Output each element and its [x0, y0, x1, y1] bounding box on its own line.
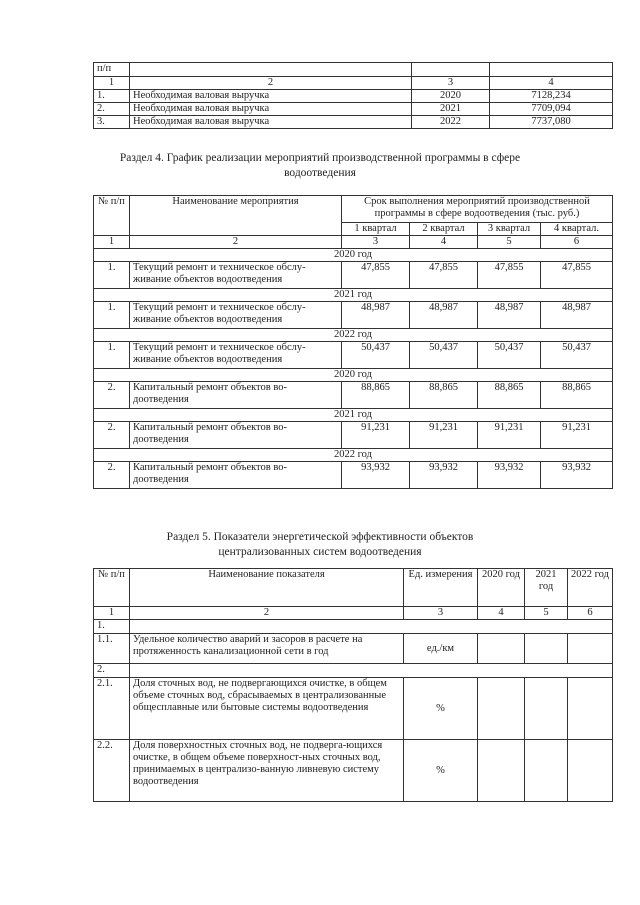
col-number: 1 — [94, 77, 130, 90]
table-row: 1. Текущий ремонт и техническое обслу-живание объектов водоотведения 47,855 47,855 47,855 47,855 — [94, 262, 613, 289]
section5-title: Раздел 5. Показатели энергетической эффективности объектов централизованных систем водоотведения — [166, 531, 474, 558]
table-row: 2.2. Доля поверхностных сточных вод, не подверга-ющихся очистке, в общем объеме поверхност-ных сточных вод, принимаемых в централизо-ванную ливневую систему водоотведения % — [94, 740, 613, 802]
head-no: № п/п — [94, 569, 130, 607]
quarter-label: 3 квартал — [478, 223, 541, 236]
table-row: 1. Необходимая валовая выручка 2020 7128,234 — [94, 90, 613, 103]
table-row: 1. — [94, 620, 613, 634]
table-row: 2. Капитальный ремонт объектов во-доотведения 88,865 88,865 88,865 88,865 — [94, 382, 613, 409]
head-year: 2020 год — [478, 569, 525, 607]
table-row: 2. Необходимая валовая выручка 2021 7709,094 — [94, 103, 613, 116]
col-number: 2 — [130, 77, 412, 90]
table-row: 1.1. Удельное количество аварий и засоров в расчете на протяженность канализационной сети в год ед./км — [94, 634, 613, 664]
head-period: Срок выполнения мероприятий производственной программы в сфере водоотведения (тыс. руб.) — [342, 196, 613, 223]
schedule-table: № п/п Наименование мероприятия Срок выполнения мероприятий производственной программы в сфере водоотведения (тыс. руб.) 1 квартал 2 квартал 3 квартал 4 квартал. 1 2 3 4 5 6 2020 год 1. Текущий ремонт и техническое обслу-живание объектов водоотведения 47,855 47,855 47,855 47,855 2021 год 1. Текущий ремонт и техническое обслу-живание объектов водоотведения 48,987 48,987 48,987 48,987 2022 год 1. Текущий ремонт и техническое обслу-живание объектов водоотведения 50,437 50,437 50,437 50,437 2020 год 2. Капитальный ремонт объектов во-доотведения 88,865 88,865 88,865 88,865 2021 год 2. Капитальный ремонт объектов во-доотведения 91,231 91,231 91,231 91,231 2022 год 2. Капитальный ремонт объектов во-доотведения 93,932 93,932 93,932 93,932 — [93, 195, 613, 489]
col-number: 3 — [412, 77, 490, 90]
revenue-table — [93, 62, 613, 129]
quarter-label: 1 квартал — [342, 223, 410, 236]
head-unit: Ед. измерения — [404, 569, 478, 607]
table-row: 3. Необходимая валовая выручка 2022 7737,080 — [94, 116, 613, 129]
table-row: 2.1. Доля сточных вод, не подвергающихся очистке, в общем объеме сточных вод, сбрасываемых в централизованные общесплавные или бытовые системы водоотведения % — [94, 678, 613, 740]
year-row: 2020 год — [94, 249, 613, 262]
head-year: 2021 год — [525, 569, 568, 607]
quarter-label: 2 квартал — [410, 223, 478, 236]
head-name: Наименование мероприятия — [130, 196, 342, 236]
table-row: 2. Капитальный ремонт объектов во-доотведения 91,231 91,231 91,231 91,231 — [94, 422, 613, 449]
table-row: 1. Текущий ремонт и техническое обслу-живание объектов водоотведения 50,437 50,437 50,437 50,437 — [94, 342, 613, 369]
head-year: 2022 год — [568, 569, 613, 607]
header-cell: п/п — [94, 63, 130, 77]
section4-title: Раздел 4. График реализации мероприятий производственной программы в сфере водоотведения — [119, 152, 521, 179]
col-number: 4 — [490, 77, 613, 90]
head-name: Наименование показателя — [130, 569, 404, 607]
efficiency-table: № п/п Наименование показателя Ед. измерения 2020 год 2021 год 2022 год 1 2 3 4 5 6 1. 1.1. Удельное количество аварий и засоров в расчете на протяженность канализационной сети в год ед./км 2. 2.1. Доля сточных вод, не подвергающихся очистке, в общем объеме сточных вод, сбрасываемых в централизованные общесплавные или бытовые системы водоотведения % 2.2. Доля поверхностных сточных вод, не подверга-ющихся очистке, в общем объеме поверхност-ных сточных вод, принимаемых в централизо-ванную ливневую систему водоотведения % — [93, 568, 613, 802]
year-row: 2021 год — [94, 289, 613, 302]
year-row: 2020 год — [94, 369, 613, 382]
year-row: 2022 год — [94, 329, 613, 342]
table-row: 2. Капитальный ремонт объектов во-доотведения 93,932 93,932 93,932 93,932 — [94, 462, 613, 489]
quarter-label: 4 квартал. — [541, 223, 613, 236]
table-row: 2. — [94, 664, 613, 678]
head-no: № п/п — [94, 196, 130, 236]
year-row: 2021 год — [94, 409, 613, 422]
year-row: 2022 год — [94, 449, 613, 462]
table-row: 1. Текущий ремонт и техническое обслу-живание объектов водоотведения 48,987 48,987 48,987 48,987 — [94, 302, 613, 329]
